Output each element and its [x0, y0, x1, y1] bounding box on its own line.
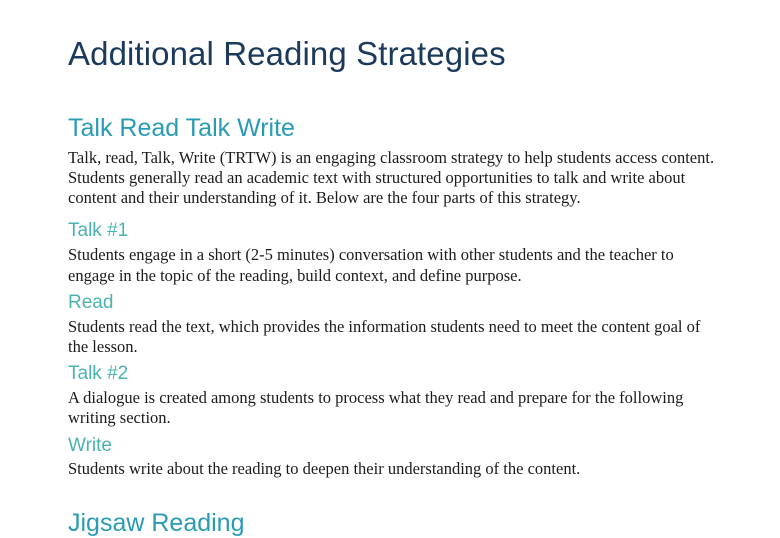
subsection-text-write: Students write about the reading to deepen their understanding of the content. — [68, 459, 581, 479]
page-title: Additional Reading Strategies — [68, 35, 506, 72]
subsection-heading-write: Write — [68, 434, 112, 456]
section-heading-jigsaw: Jigsaw Reading — [68, 508, 245, 537]
section-heading-trtw: Talk Read Talk Write — [68, 113, 295, 142]
section-jigsaw-reading — [68, 508, 718, 538]
subsection-heading-talk-2: Talk #2 — [68, 363, 129, 385]
title-spacer — [68, 74, 718, 113]
subsection-write — [68, 435, 718, 480]
subsection-heading-read: Read — [68, 291, 114, 313]
subsection-talk-2 — [68, 363, 718, 428]
subsection-text-read: Students read the text, which provides the information students need to meet the content goal of the lesson. — [68, 316, 701, 356]
section-intro-trtw: Talk, read, Talk, Write (TRTW) is an engaging classroom strategy to help students access content. Students generally read an academic text with structured opportunities to talk and write about content and their understanding of it. Below are the four parts of this strategy. — [68, 147, 715, 208]
section-talk-read-talk-write — [68, 113, 718, 480]
subsection-talk-1 — [68, 220, 718, 285]
section-spacer — [68, 480, 718, 508]
subsection-read — [68, 292, 718, 357]
subsection-text-talk-2: A dialogue is created among students to process what they read and prepare for the following writing section. — [68, 387, 684, 428]
subsection-heading-talk-1: Talk #1 — [68, 220, 129, 242]
subsection-text-talk-1: Students engage in a short (2-5 minutes) conversation with other students and the teacher to engage in the topic of the reading, build context, and define purpose. — [68, 245, 674, 285]
